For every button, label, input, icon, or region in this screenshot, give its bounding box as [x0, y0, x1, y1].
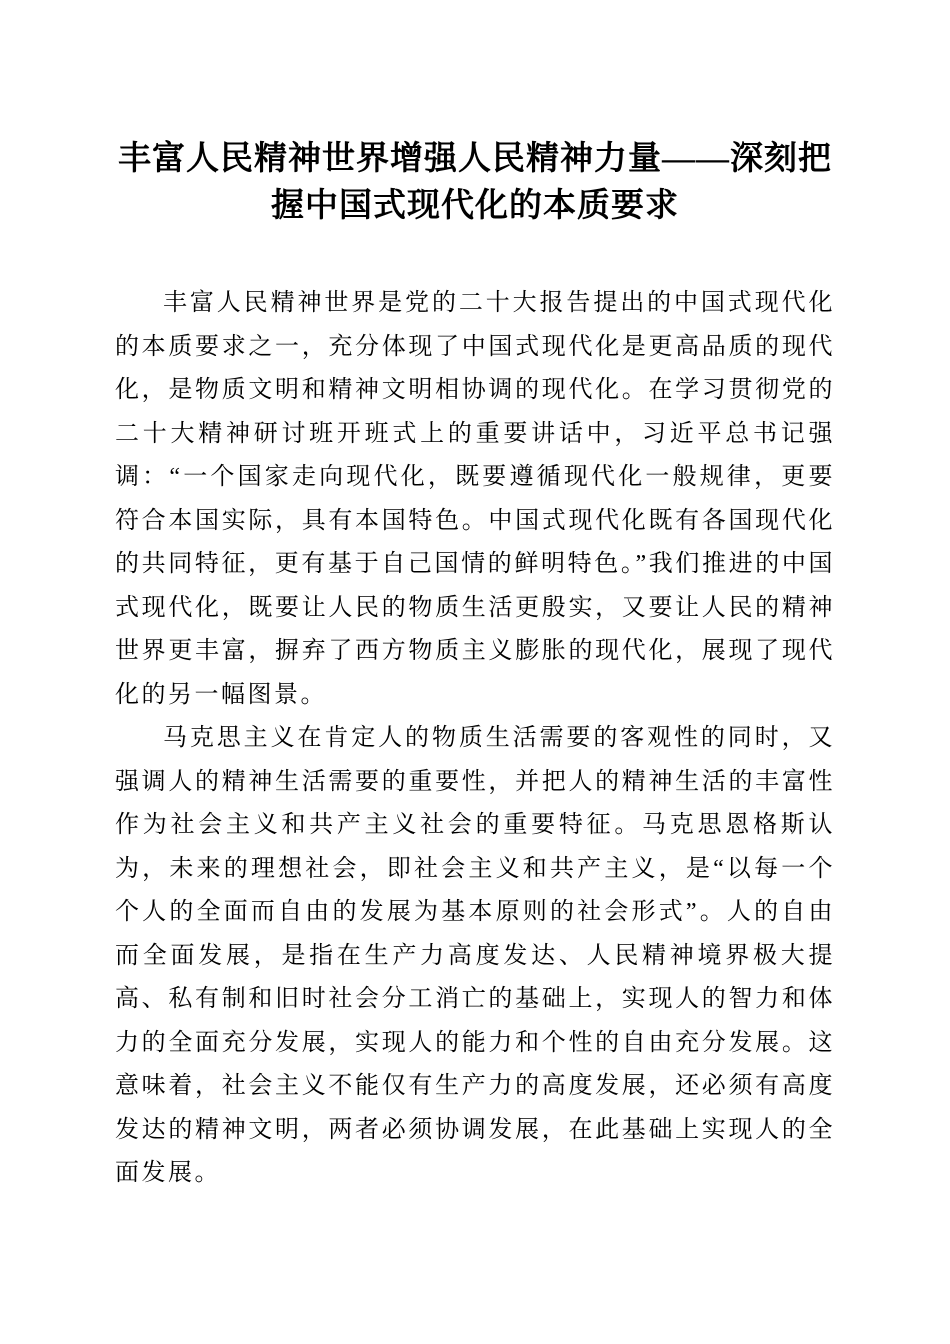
paragraph-2: 马克思主义在肯定人的物质生活需要的客观性的同时，又强调人的精神生活需要的重要性，并把人的精神生活的丰富性作为社会主义和共产主义社会的重要特征。马克思恩格斯认为，未来的理想社会，即社会主义和共产主义，是“以每一个个人的全面而自由的发展为基本原则的社会形式”。人的自由而全面发展，是指在生产力高度发达、人民精神境界极大提高、私有制和旧时社会分工消亡的基础上，实现人的智力和体力的全面充分发展，实现人的能力和个性的自由充分发展。这意味着，社会主义不能仅有生产力的高度发展，还必须有高度发达的精神文明，两者必须协调发展，在此基础上实现人的全面发展。 [115, 725, 835, 1186]
document-title: 丰富人民精神世界增强人民精神力量——深刻把握中国式现代化的本质要求 [118, 141, 832, 224]
paragraph-1: 丰富人民精神世界是党的二十大报告提出的中国式现代化的本质要求之一，充分体现了中国式现代化是更高品质的现代化，是物质文明和精神文明相协调的现代化。在学习贯彻党的二十大精神研讨班开班式上的重要讲话中，习近平总书记强调：“一个国家走向现代化，既要遵循现代化一般规律，更要符合本国实际，具有本国特色。中国式现代化既有各国现代化的共同特征，更有基于自己国情的鲜明特色。”我们推进的中国式现代化，既要让人民的物质生活更殷实，又要让人民的精神世界更丰富，摒弃了西方物质主义膨胀的现代化，展现了现代化的另一幅图景。 [115, 290, 835, 708]
document-body [115, 282, 835, 1196]
